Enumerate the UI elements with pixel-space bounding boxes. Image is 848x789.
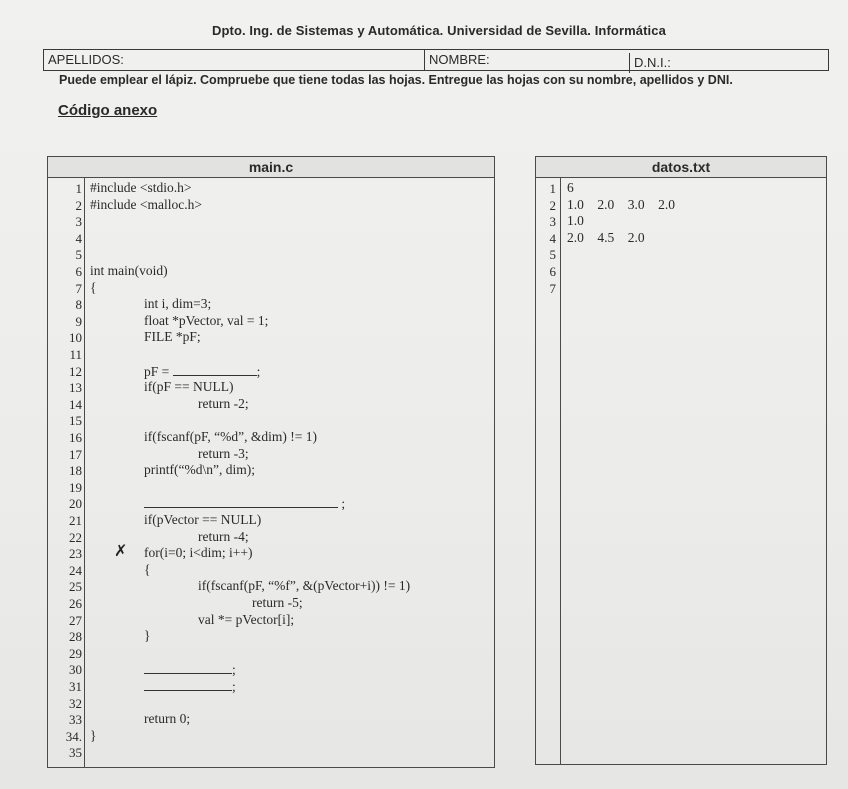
data-line: 2.0 4.5 2.0 — [567, 229, 645, 245]
apellidos-label: APELLIDOS: — [48, 52, 124, 67]
code-line — [144, 329, 201, 345]
line-number: 32 — [69, 695, 82, 711]
code-text: int i, dim=3; — [144, 296, 212, 312]
code-line — [144, 379, 233, 395]
line-number: 1 — [549, 181, 556, 196]
line-number: 28 — [69, 629, 82, 645]
line-number: 30 — [69, 662, 82, 678]
main-c-title: main.c — [48, 157, 494, 178]
fill-in-blank[interactable] — [144, 495, 338, 508]
code-line — [90, 180, 191, 196]
line-number: 11 — [69, 347, 82, 362]
line-number: 24 — [69, 562, 82, 578]
line-number: 23 — [69, 546, 82, 562]
nombre-label: NOMBRE: — [429, 52, 490, 67]
line-number: 6 — [549, 264, 556, 279]
line-number: 2 — [75, 197, 82, 213]
line-number: 13 — [69, 380, 82, 396]
line-number: 7 — [549, 280, 556, 296]
dni-field[interactable] — [629, 53, 828, 73]
code-text: if(fscanf(pF, “%d”, &dim) != 1) — [144, 429, 317, 444]
datos-txt-title: datos.txt — [536, 157, 826, 178]
code-text: return -2; — [198, 395, 249, 411]
code-line — [144, 363, 260, 380]
code-line — [144, 313, 268, 329]
code-text: printf(“%d\n”, dim); — [144, 462, 255, 478]
code-text: if(pVector == NULL) — [144, 512, 262, 527]
code-text: return -5; — [252, 595, 303, 610]
line-number-gutter — [84, 177, 85, 767]
instructions-text: Puede emplear el lápiz. Compruebe que tiene todas las hojas. Entregue las hojas con su nombre, apellidos y DNI. — [59, 73, 733, 87]
code-line — [144, 562, 150, 578]
code-line — [90, 280, 96, 296]
datos-txt-panel — [535, 156, 827, 765]
dni-label: D.N.I.: — [634, 55, 671, 70]
line-number: 10 — [69, 330, 82, 346]
line-number: 26 — [69, 596, 82, 611]
code-text: return -3; — [198, 445, 249, 461]
fill-in-blank[interactable] — [144, 661, 232, 674]
code-line — [144, 296, 211, 312]
line-number: 6 — [75, 264, 82, 279]
code-line — [90, 728, 96, 744]
department-header: Dpto. Ing. de Sistemas y Automática. Universidad de Sevilla. Informática — [212, 23, 666, 38]
code-text: { — [144, 561, 151, 577]
line-number: 21 — [69, 513, 82, 528]
code-text: return 0; — [144, 711, 191, 727]
data-line: 6 — [567, 180, 574, 195]
code-text: ; — [338, 496, 346, 512]
code-text: } — [144, 628, 151, 644]
code-text: if(fscanf(pF, “%f”, &(pVector+i)) != 1) — [198, 578, 411, 594]
code-line — [252, 595, 303, 611]
code-line — [198, 578, 410, 594]
line-number: 14 — [69, 396, 82, 412]
line-number: 20 — [69, 496, 82, 512]
line-number: 27 — [69, 612, 82, 628]
code-text: ; — [232, 662, 236, 678]
pen-mark: ✗ — [114, 543, 128, 560]
line-number: 16 — [69, 430, 82, 445]
code-line — [144, 462, 255, 478]
code-text: #include <malloc.h> — [90, 196, 202, 212]
code-line — [144, 628, 150, 644]
line-number: 22 — [69, 529, 82, 545]
line-number: 5 — [75, 247, 82, 263]
nombre-field[interactable] — [424, 50, 629, 70]
line-number: 7 — [75, 280, 82, 296]
main-c-panel — [47, 156, 495, 768]
code-line — [144, 545, 252, 561]
line-number: 34. — [65, 728, 82, 744]
line-number: 19 — [69, 479, 82, 495]
code-line — [198, 612, 294, 628]
code-line — [144, 495, 345, 512]
line-number-gutter — [560, 177, 561, 764]
code-text: val *= pVector[i]; — [198, 611, 295, 627]
code-line — [144, 429, 317, 445]
line-number: 25 — [69, 579, 82, 595]
code-text: for(i=0; i<dim; i++) — [144, 545, 253, 561]
line-number: 35 — [69, 745, 82, 761]
section-title: Código anexo — [58, 102, 158, 119]
fill-in-blank[interactable] — [144, 678, 232, 691]
line-number: 4 — [549, 230, 556, 246]
code-text: float *pVector, val = 1; — [144, 312, 269, 328]
line-number: 17 — [69, 446, 82, 462]
line-number: 2 — [549, 197, 556, 213]
line-number: 9 — [75, 313, 82, 329]
line-number: 18 — [69, 463, 82, 479]
code-line — [90, 263, 168, 279]
line-number: 31 — [69, 679, 82, 694]
code-text: int main(void) — [90, 263, 168, 278]
fill-in-blank[interactable] — [173, 363, 257, 376]
code-line — [144, 661, 236, 678]
code-text: pF = — [144, 363, 173, 379]
line-number: 5 — [549, 247, 556, 263]
code-line — [198, 396, 249, 412]
data-line: 1.0 2.0 3.0 2.0 — [567, 196, 675, 212]
code-text: return -4; — [198, 528, 249, 544]
code-text: } — [90, 727, 97, 743]
code-text: #include <stdio.h> — [90, 180, 192, 195]
line-number: 12 — [69, 363, 82, 379]
code-text: if(pF == NULL) — [144, 379, 234, 395]
student-id-box — [43, 49, 829, 71]
code-text: { — [90, 279, 97, 295]
line-number: 15 — [69, 413, 82, 429]
line-number: 33 — [69, 712, 82, 728]
line-number: 3 — [549, 214, 556, 230]
code-line — [198, 446, 249, 462]
line-number: 3 — [75, 214, 82, 230]
code-text: ; — [256, 363, 261, 379]
code-line — [90, 197, 202, 213]
line-number: 1 — [75, 181, 82, 196]
code-line — [144, 678, 236, 695]
code-text: FILE *pF; — [144, 329, 201, 345]
code-line — [144, 512, 261, 528]
data-line: 1.0 — [567, 213, 584, 229]
code-text: ; — [232, 679, 236, 694]
code-line — [144, 711, 190, 727]
code-line — [198, 529, 249, 545]
line-number: 4 — [75, 230, 82, 246]
line-number: 8 — [75, 297, 82, 313]
line-number: 29 — [69, 645, 82, 661]
apellidos-field[interactable] — [44, 50, 424, 70]
